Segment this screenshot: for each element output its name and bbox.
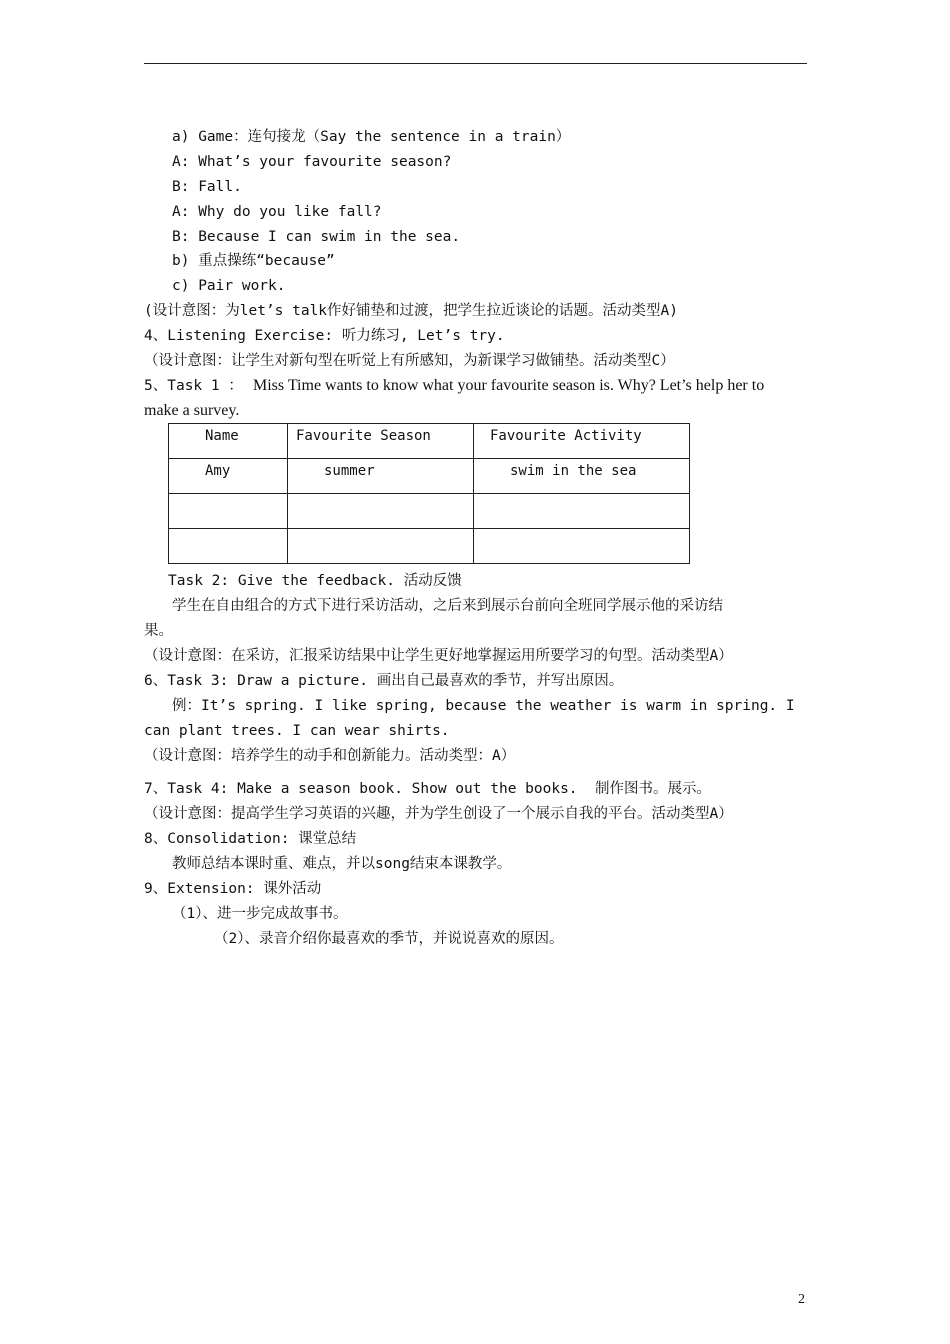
table-cell: [288, 459, 474, 494]
line-pair-work: c) Pair work.: [172, 278, 286, 294]
line-feedback-cont: 果。: [144, 623, 173, 639]
table-row: [169, 494, 690, 529]
line-task1-text: Miss Time wants to know what your favourite season is. Why? Let’s help her to: [253, 377, 765, 394]
line-dialog-a1: A: What’s your favourite season?: [172, 154, 452, 170]
table-cell: [288, 424, 474, 459]
table-cell-empty: [474, 529, 690, 564]
line-example-cont: can plant trees. I can wear shirts.: [144, 723, 450, 739]
line-game: a) Game：连句接龙（Say the sentence in a train）: [172, 129, 571, 145]
survey-table: [168, 423, 690, 564]
line-dialog-b2: B: Because I can swim in the sea.: [172, 229, 461, 245]
line-drill: b) 重点操练“because”: [172, 253, 335, 269]
line-task1-cont: make a survey.: [144, 402, 240, 419]
line-task1-label: 5、Task 1 ：: [144, 378, 243, 394]
table-cell: [169, 424, 288, 459]
line-dialog-a2: A: Why do you like fall?: [172, 204, 382, 220]
table-cell-empty: [288, 494, 474, 529]
line-example: 例：It’s spring. I like spring, because the weather is warm in spring. I: [172, 698, 795, 714]
table-cell-empty: [169, 529, 288, 564]
line-design-1: (设计意图：为let’s talk作好铺垫和过渡，把学生拉近谈论的话题。活动类型A): [144, 303, 678, 319]
header-rule: [144, 63, 807, 64]
table-cell: [474, 459, 690, 494]
table-cell-empty: [169, 494, 288, 529]
cell-name: Amy: [205, 463, 231, 479]
line-task3: 6、Task 3: Draw a picture. 画出自己最喜欢的季节，并写出原因。: [144, 673, 624, 689]
table-cell: [169, 459, 288, 494]
line-consolidation: 8、Consolidation: 课堂总结: [144, 831, 357, 847]
table-row: [169, 424, 690, 459]
table-cell-empty: [288, 529, 474, 564]
line-extension-2: （2）、录音介绍你最喜欢的季节，并说说喜欢的原因。: [214, 931, 564, 947]
line-design-4: （设计意图：培养学生的动手和创新能力。活动类型：A）: [144, 748, 516, 764]
line-design-5: （设计意图：提高学生学习英语的兴趣，并为学生创设了一个展示自我的平台。活动类型A）: [144, 806, 733, 822]
table-row: [169, 459, 690, 494]
line-design-3: （设计意图：在采访，汇报采访结果中让学生更好地掌握运用所要学习的句型。活动类型A）: [144, 648, 733, 664]
line-extension-1: （1）、进一步完成故事书。: [172, 906, 348, 922]
line-task4: 7、Task 4: Make a season book. Show out the books. 制作图书。展示。: [144, 781, 711, 797]
table-row: [169, 529, 690, 564]
table-cell: [474, 424, 690, 459]
line-summary: 教师总结本课时重、难点，并以song结束本课教学。: [172, 856, 512, 872]
header-season: Favourite Season: [296, 428, 431, 444]
line-extension: 9、Extension: 课外活动: [144, 881, 322, 897]
line-task2: Task 2: Give the feedback. 活动反馈: [168, 573, 462, 589]
page-number: 2: [798, 1292, 805, 1307]
header-activity: Favourite Activity: [490, 428, 642, 444]
cell-season: summer: [324, 463, 375, 479]
line-listening: 4、Listening Exercise: 听力练习, Let’s try.: [144, 328, 505, 344]
table-cell-empty: [474, 494, 690, 529]
cell-activity: swim in the sea: [510, 463, 637, 479]
line-feedback: 学生在自由组合的方式下进行采访活动，之后来到展示台前向全班同学展示他的采访结: [172, 598, 723, 614]
line-dialog-b1: B: Fall.: [172, 179, 242, 195]
line-design-2: （设计意图：让学生对新句型在听觉上有所感知，为新课学习做铺垫。活动类型C）: [144, 353, 675, 369]
header-name: Name: [205, 428, 239, 444]
